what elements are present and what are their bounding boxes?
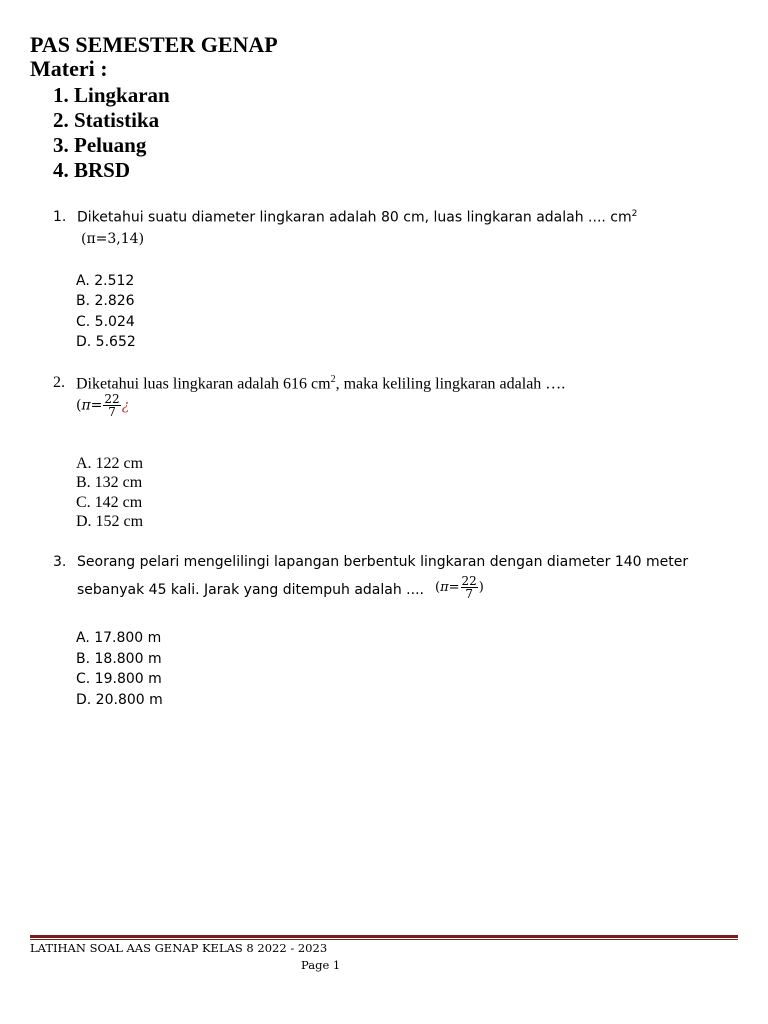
answer-option: B. 2.826 xyxy=(76,293,135,309)
question-text-tail: , maka keliling lingkaran adalah …. xyxy=(335,375,566,393)
topic-list xyxy=(53,83,170,183)
page-title: PAS SEMESTER GENAP xyxy=(30,32,278,57)
question-hint xyxy=(76,393,129,418)
fraction-numerator: 22 xyxy=(104,392,120,406)
document-header xyxy=(30,33,278,81)
answer-option: A. 2.512 xyxy=(76,273,135,289)
question-text-body: Diketahui suatu diameter lingkaran adalah 80 cm, luas lingkaran adalah .... cm xyxy=(77,209,632,226)
answer-option: D. 20.800 m xyxy=(76,692,163,708)
hint-paren: ( xyxy=(76,397,82,414)
footer-rule-thick xyxy=(30,935,738,938)
question-text-line-1: Seorang pelari mengelilingi lapangan berbentuk lingkaran dengan diameter 140 meter xyxy=(77,554,689,570)
fraction xyxy=(461,575,478,600)
footer-rule-thin xyxy=(30,939,738,940)
answer-option: D. 152 cm xyxy=(76,513,144,530)
question-text-body: Diketahui luas lingkaran adalah 616 cm xyxy=(76,375,331,393)
materi-label: Materi : xyxy=(30,56,108,81)
hint-pi: π= xyxy=(81,397,103,414)
hint-close: ¿ xyxy=(121,397,130,414)
question-number: 1. xyxy=(53,209,67,225)
hint-close: ) xyxy=(478,580,484,595)
question-number: 3. xyxy=(53,554,67,570)
topic-item: 3. Peluang xyxy=(53,133,147,157)
question-number: 2. xyxy=(53,374,65,391)
answer-option: C. 142 cm xyxy=(76,494,143,511)
answer-option: C. 19.800 m xyxy=(76,671,162,687)
question-hint xyxy=(435,575,484,600)
question-text xyxy=(76,374,565,393)
hint-pi: π= xyxy=(440,580,460,595)
answer-option: A. 122 cm xyxy=(76,455,144,472)
answer-option: C. 5.024 xyxy=(76,314,135,330)
fraction-denominator: 7 xyxy=(108,405,116,419)
question-text xyxy=(77,209,637,226)
answer-option: D. 5.652 xyxy=(76,334,136,350)
question-text-line-2: sebanyak 45 kali. Jarak yang ditempuh adalah .... xyxy=(77,582,424,598)
superscript: 2 xyxy=(631,209,638,219)
answer-option: B. 132 cm xyxy=(76,474,143,491)
question-hint: (π=3,14) xyxy=(81,231,145,247)
page-number: Page 1 xyxy=(301,958,341,972)
superscript: 2 xyxy=(330,374,336,385)
answer-option: B. 18.800 m xyxy=(76,651,162,667)
topic-item: 2. Statistika xyxy=(53,108,160,132)
answer-option: A. 17.800 m xyxy=(76,630,162,646)
fraction-denominator: 7 xyxy=(465,587,473,601)
topic-item: 1. Lingkaran xyxy=(53,83,170,107)
topic-item: 4. BRSD xyxy=(53,158,131,182)
hint-paren: ( xyxy=(435,580,441,595)
fraction xyxy=(103,393,120,418)
footer-text: LATIHAN SOAL AAS GENAP KELAS 8 2022 - 2023 xyxy=(30,941,328,955)
fraction-numerator: 22 xyxy=(461,574,477,588)
